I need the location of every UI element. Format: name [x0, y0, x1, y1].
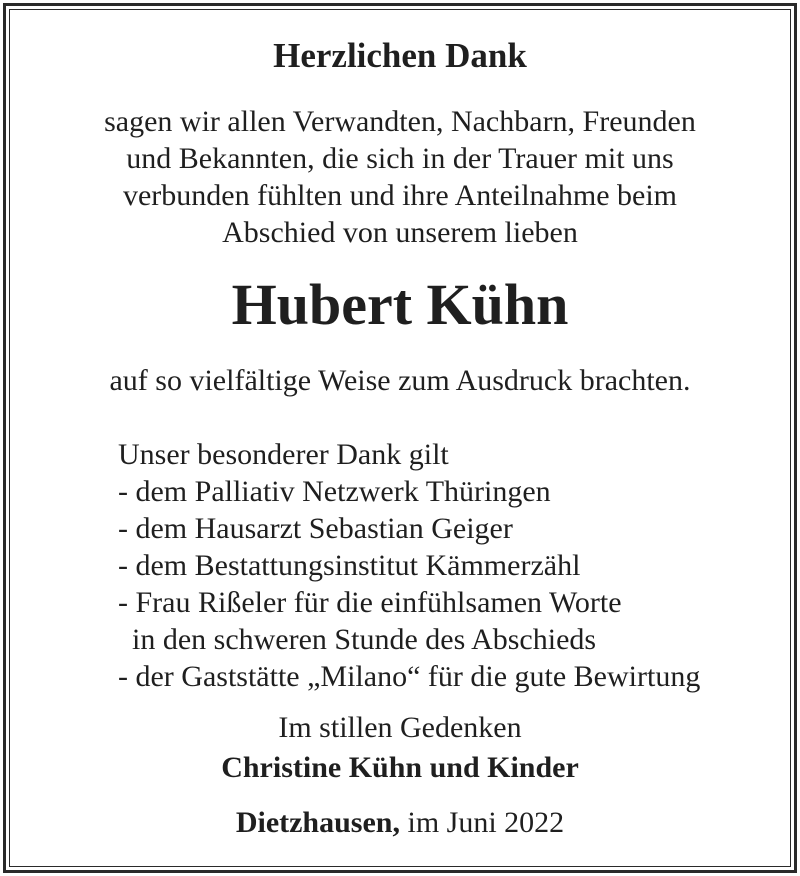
- signature: Christine Kühn und Kinder: [221, 751, 579, 784]
- thanks-list: [118, 436, 700, 695]
- thanks-item: - dem Hausarzt Sebastian Geiger: [118, 512, 513, 545]
- thanks-item: - Frau Rißeler für die einfühlsamen Worte: [118, 586, 622, 619]
- place-date: [0, 808, 800, 838]
- closing-text: Im stillen Gedenken: [278, 711, 522, 744]
- intro-line-2: und Bekannten, die sich in der Trauer mit uns: [126, 142, 674, 175]
- thanks-item-continuation: in den schweren Stunde des Abschieds: [132, 623, 597, 656]
- place: Dietzhausen,: [235, 806, 400, 839]
- intro-line-1: sagen wir allen Verwandten, Nachbarn, Freunden: [104, 105, 696, 138]
- thanks-lead: Unser besonderer Dank gilt: [118, 438, 449, 471]
- thanks-item: - dem Palliativ Netzwerk Thüringen: [118, 475, 551, 508]
- heading: Herzlichen Dank: [273, 36, 527, 75]
- intro-line-4: Abschied von unserem lieben: [222, 216, 578, 249]
- thanks-item: - dem Bestattungsinstitut Kämmerzähl: [118, 549, 581, 582]
- date: im Juni 2022: [407, 806, 565, 839]
- thanks-item: - der Gaststätte „Milano“ für die gute Bewirtung: [118, 660, 701, 693]
- after-name-text: auf so vielfältige Weise zum Ausdruck brachten.: [109, 364, 691, 397]
- intro-line-3: verbunden fühlten und ihre Anteilnahme beim: [122, 179, 678, 212]
- deceased-name: Hubert Kühn: [231, 272, 569, 337]
